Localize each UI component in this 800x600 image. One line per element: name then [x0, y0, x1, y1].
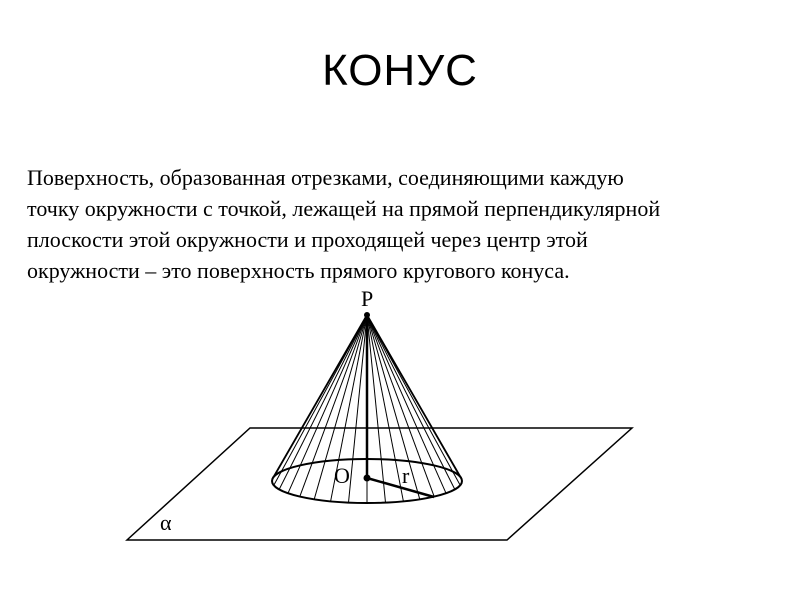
cone-generatrix-line	[279, 315, 367, 489]
cone-generatrix-line	[288, 315, 367, 493]
definition-line: окружности – это поверхность прямого кругового конуса.	[27, 258, 570, 283]
center-label: O	[334, 463, 350, 488]
apex-point	[364, 312, 370, 318]
page-title: КОНУС	[322, 46, 478, 95]
cone-generatrix-line	[367, 315, 455, 489]
definition-line: плоскости этой окружности и проходящей через центр этой	[27, 227, 588, 252]
apex-label: P	[361, 286, 374, 311]
cone-generatrix-line	[367, 315, 420, 499]
radius-label: r	[402, 463, 410, 488]
cone-generatrix-line	[367, 315, 434, 497]
definition-line: точку окружности с точкой, лежащей на прямой перпендикулярной	[27, 196, 661, 221]
definition-line: Поверхность, образованная отрезками, соединяющими каждую	[27, 165, 624, 190]
plane-label: α	[160, 510, 172, 535]
cone-generatrix-line	[367, 315, 403, 501]
center-point	[364, 475, 371, 482]
cone-radius-segment	[367, 478, 434, 497]
